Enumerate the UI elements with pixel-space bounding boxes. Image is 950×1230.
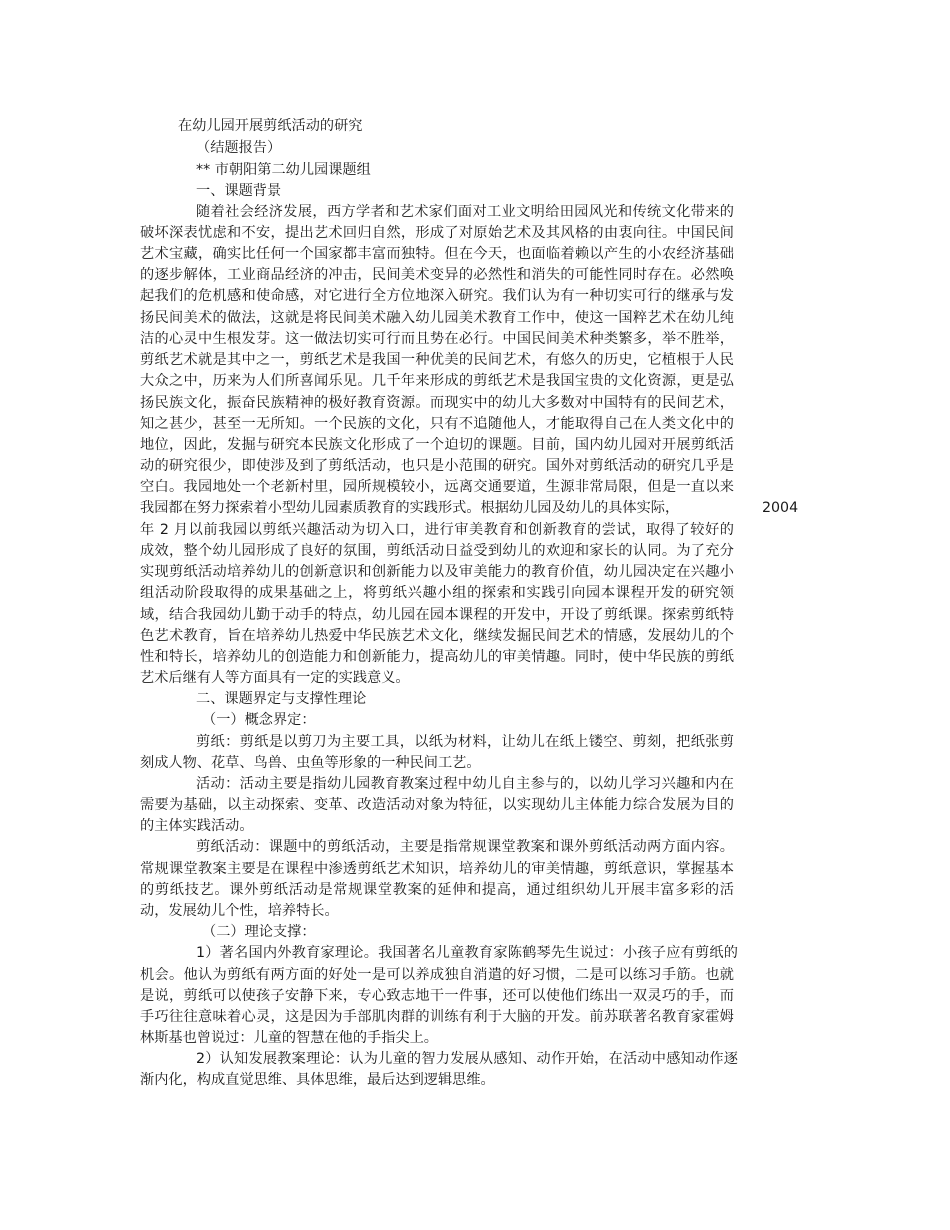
paragraph-line: 洁的心灵中生根发芽。这一做法切实可行而且势在必行。中国民间美术种类繁多，举不胜举，: [140, 331, 734, 347]
paragraph-line: 需要为基础，以主动探索、变革、改造活动对象为特征，以实现幼儿主体能力综合发展为目的: [140, 797, 734, 813]
paragraph-line: 常规课堂教案主要是在课程中渗透剪纸艺术知识，培养幼儿的审美情趣，剪纸意识，掌握基本: [140, 861, 734, 877]
paragraph-line: 2）认知发展教案理论：认为儿童的智力发展从感知、动作开始，在活动中感知动作逐: [196, 1051, 738, 1067]
paragraph-line: 艺术宝藏，确实比任何一个国家都丰富而独特。但在今天，也面临着赖以产生的小农经济基础: [140, 246, 734, 262]
paragraph-line: 我园都在努力探索着小型幼儿园素质教育的实践形式。根据幼儿园及幼儿的具体实际，: [140, 500, 680, 516]
paragraph-line: 的剪纸技艺。课外剪纸活动是常规课堂教案的延伸和提高，通过组织幼儿开展丰富多彩的活: [140, 882, 734, 898]
paragraph-line: 刻成人物、花草、鸟兽、虫鱼等形象的一种民间工艺。: [140, 755, 481, 771]
paragraph-line: 性和特长，培养幼儿的创造能力和创新能力，提高幼儿的审美情趣。同时，使中华民族的剪纸: [140, 649, 734, 665]
paragraph-line: 破坏深表忧虑和不安，提出艺术回归自然，形成了对原始艺术及其风格的由衷向往。中国民间: [140, 225, 734, 241]
subsection-heading-concepts: （一）概念界定：: [202, 712, 316, 728]
paragraph-line: 1）著名国内外教育家理论。我国著名儿童教育家陈鹤琴先生说过：小孩子应有剪纸的: [196, 945, 738, 961]
section-heading-background: 一、课题背景: [196, 183, 282, 199]
paragraph-line: 扬民间美术的做法，这就是将民间美术融入幼儿园美术教育工作中，使这一国粹艺术在幼儿纯: [140, 310, 734, 326]
paragraph-line: 随着社会经济发展，西方学者和艺术家们面对工业文明给田园风光和传统文化带来的: [196, 204, 734, 220]
paragraph-line: 知之甚少，甚至一无所知。一个民族的文化，只有不追随他人，才能取得自己在人类文化中的: [140, 416, 734, 432]
paragraph-line: 林斯基也曾说过：儿童的智慧在他的手指尖上。: [140, 1030, 438, 1046]
paragraph-line: 活动：活动主要是指幼儿园教育教案过程中幼儿自主参与的，以幼儿学习兴趣和内在: [196, 776, 734, 792]
paragraph-line: 空白。我园地处一个老新村里，园所规模较小，远离交通要道，生源非常局限，但是一直以来: [140, 479, 734, 495]
paragraph-line: 机会。他认为剪纸有两方面的好处一是可以养成独自消遣的好习惯，二是可以练习手筋。也就: [140, 967, 734, 983]
year-text: 2004: [762, 500, 799, 516]
paragraph-line: 扬民族文化，振奋民族精神的极好教育资源。而现实中的幼儿大多数对中国特有的民间艺术，: [140, 395, 734, 411]
paragraph-line: 动，发展幼儿个性，培养特长。: [140, 903, 339, 919]
paragraph-line: 组活动阶段取得的成果基础之上，将剪纸兴趣小组的探索和实践引向园本课程开发的研究领: [140, 585, 734, 601]
paragraph-line: 实现剪纸活动培养幼儿的创新意识和创新能力以及审美能力的教育价值，幼儿园决定在兴趣小: [140, 564, 734, 580]
paragraph-line: 剪纸艺术就是其中之一，剪纸艺术是我国一种优美的民间艺术，有悠久的历史，它植根于人民: [140, 352, 734, 368]
paragraph-line: 剪纸：剪纸是以剪刀为主要工具，以纸为材料，让幼儿在纸上镂空、剪刻，把纸张剪: [196, 734, 734, 750]
paragraph-line: 域，结合我园幼儿勤于动手的特点，幼儿园在园本课程的开发中，开设了剪纸课。探索剪纸特: [140, 607, 734, 623]
paragraph-line: 手巧往往意味着心灵，这是因为手部肌肉群的训练有利于大脑的开发。前苏联著名教育家霍姆: [140, 1009, 734, 1025]
paragraph-line: 色艺术教育，旨在培养幼儿热爱中华民族艺术文化，继续发掘民间艺术的情感，发展幼儿的个: [140, 628, 734, 644]
paragraph-line: 大众之中，历来为人们所喜闻乐见。几千年来形成的剪纸艺术是我国宝贵的文化资源，更是弘: [140, 373, 734, 389]
document-subtitle: （结题报告）: [196, 140, 282, 156]
paragraph-line: 剪纸活动：课题中的剪纸活动，主要是指常规课堂教案和课外剪纸活动两方面内容。: [196, 839, 734, 855]
paragraph-line: 的逐步解体，工业商品经济的冲击，民间美术变异的必然性和消失的可能性同时存在。必然唤: [140, 267, 734, 283]
subsection-heading-theory: （二）理论支撑：: [202, 924, 316, 940]
paragraph-line: 艺术后继有人等方面具有一定的实践意义。: [140, 670, 410, 686]
paragraph-line: 是说，剪纸可以使孩子安静下来，专心致志地干一件事，还可以使他们练出一双灵巧的手，而: [140, 988, 734, 1004]
paragraph-line: 的主体实践活动。: [140, 818, 254, 834]
document-title: 在幼儿园开展剪纸活动的研究: [178, 118, 363, 134]
paragraph-line: 地位，因此，发掘与研究本民族文化形成了一个迫切的课题。目前，国内幼儿园对开展剪纸活: [140, 437, 734, 453]
paragraph-line: 渐内化，构成直觉思维、具体思维，最后达到逻辑思维。: [140, 1072, 495, 1088]
document-author: ** 市朝阳第二幼儿园课题组: [196, 162, 371, 178]
paragraph-line: 动的研究很少，即使涉及到了剪纸活动，也只是小范围的研究。国外对剪纸活动的研究几乎是: [140, 458, 734, 474]
section-heading-definition: 二、课题界定与支撑性理论: [196, 691, 367, 707]
paragraph-line: 成效，整个幼儿园形成了良好的氛围，剪纸活动日益受到幼儿的欢迎和家长的认同。为了充分: [140, 543, 734, 559]
paragraph-line: 年 2 月以前我园以剪纸兴趣活动为切入口，进行审美教育和创新教育的尝试，取得了较好的: [140, 522, 734, 538]
paragraph-line: 起我们的危机感和使命感，对它进行全方位地深入研究。我们认为有一种切实可行的继承与发: [140, 288, 734, 304]
